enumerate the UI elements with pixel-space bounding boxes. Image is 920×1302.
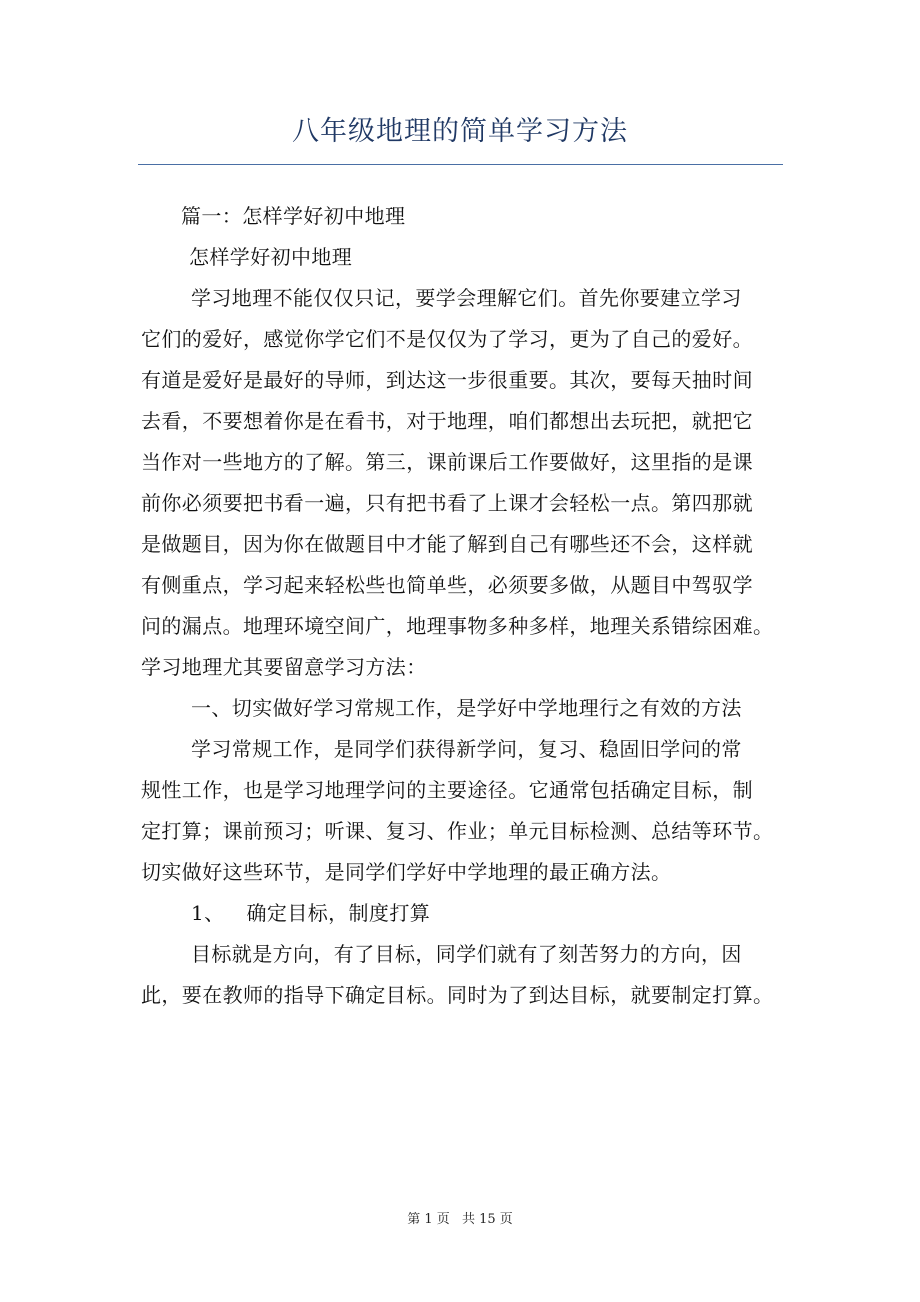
document-title: 八年级地理的简单学习方法 — [292, 116, 628, 147]
page-number: 第 1 页 — [407, 1212, 450, 1227]
paragraph-line: 有侧重点，学习起来轻松些也简单些，必须要多做，从题目中驾驭学 — [141, 573, 753, 597]
paragraph-line: 问的漏点。地理环境空间广，地理事物多种多样，地理关系错综困难。 — [141, 614, 774, 638]
paragraph-line: 规性工作，也是学习地理学问的主要途径。它通常包括确定目标，制 — [141, 778, 753, 802]
paragraph-line: 去看，不要想着你是在看书，对于地理，咱们都想出去玩把，就把它 — [141, 409, 753, 433]
paragraph-line: 定打算；课前预习；听课、复习、作业；单元目标检测、总结等环节。 — [141, 819, 774, 843]
title-underline — [138, 164, 783, 165]
subpoint-text: 确定目标，制度打算 — [246, 901, 431, 925]
page-footer — [0, 1208, 920, 1227]
paragraph-line: 当作对一些地方的了解。第三，课前课后工作要做好，这里指的是课 — [141, 450, 753, 474]
subpoint-number: 1、 — [191, 901, 225, 925]
point-heading: 一、切实做好学习常规工作，是学好中学地理行之有效的方法 — [191, 696, 742, 720]
paragraph-line: 是做题目，因为你在做题目中才能了解到自己有哪些还不会，这样就 — [141, 532, 753, 556]
paragraph-line: 学习地理不能仅仅只记，要学会理解它们。首先你要建立学习 — [191, 286, 742, 310]
subheading: 怎样学好初中地理 — [189, 245, 353, 269]
paragraph-line: 切实做好这些环节，是同学们学好中学地理的最正确方法。 — [141, 860, 672, 884]
subpoint-heading — [141, 893, 791, 934]
paragraph-line: 此，要在教师的指导下确定目标。同时为了到达目标，就要制定打算。 — [141, 983, 774, 1007]
paragraph-line: 它们的爱好，感觉你学它们不是仅仅为了学习，更为了自己的爱好。 — [141, 327, 753, 351]
paragraph-line: 前你必须要把书看一遍，只有把书看了上课才会轻松一点。第四那就 — [141, 491, 753, 515]
paragraph-line: 学习常规工作，是同学们获得新学问，复习、稳固旧学问的常 — [191, 737, 742, 761]
section-heading: 篇一：怎样学好初中地理 — [181, 204, 406, 228]
paragraph-line: 目标就是方向，有了目标，同学们就有了刻苦努力的方向，因 — [191, 942, 742, 966]
document-body — [141, 196, 791, 1016]
page-total: 共 15 页 — [461, 1212, 513, 1227]
paragraph-line: 有道是爱好是最好的导师，到达这一步很重要。其次，要每天抽时间 — [141, 368, 753, 392]
paragraph-line: 学习地理尤其要留意学习方法： — [141, 655, 427, 679]
